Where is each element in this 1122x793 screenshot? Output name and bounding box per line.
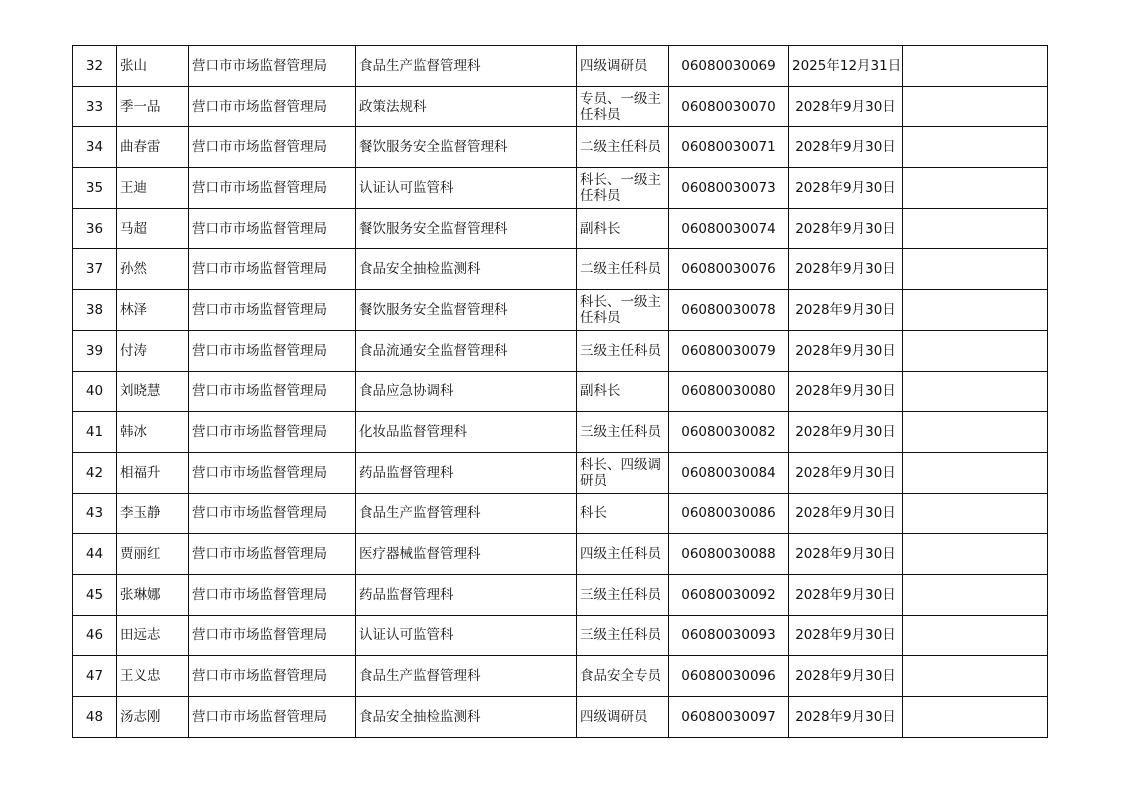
certificate-number-cell: 06080030070 xyxy=(669,86,789,127)
organization-cell: 营口市市场监督管理局 xyxy=(189,534,356,575)
position-cell: 三级主任科员 xyxy=(577,412,669,453)
row-number-cell: 34 xyxy=(73,127,117,168)
position-cell: 科长 xyxy=(577,493,669,534)
remarks-cell xyxy=(903,656,1048,697)
valid-until-cell: 2028年9月30日 xyxy=(789,493,903,534)
remarks-cell xyxy=(903,208,1048,249)
department-cell: 食品生产监督管理科 xyxy=(356,46,577,87)
department-cell: 食品流通安全监督管理科 xyxy=(356,330,577,371)
certificate-number-cell: 06080030084 xyxy=(669,452,789,493)
certificate-number-cell: 06080030069 xyxy=(669,46,789,87)
table-row xyxy=(73,534,1048,575)
organization-cell: 营口市市场监督管理局 xyxy=(189,574,356,615)
certificate-number-cell: 06080030074 xyxy=(669,208,789,249)
valid-until-cell: 2028年9月30日 xyxy=(789,452,903,493)
valid-until-cell: 2028年9月30日 xyxy=(789,697,903,738)
remarks-cell xyxy=(903,290,1048,331)
row-number-cell: 46 xyxy=(73,615,117,656)
position-cell: 三级主任科员 xyxy=(577,330,669,371)
name-cell: 曲春雷 xyxy=(117,127,189,168)
department-cell: 食品应急协调科 xyxy=(356,371,577,412)
name-cell: 相福升 xyxy=(117,452,189,493)
row-number-cell: 37 xyxy=(73,249,117,290)
certificate-number-cell: 06080030073 xyxy=(669,168,789,209)
valid-until-cell: 2028年9月30日 xyxy=(789,371,903,412)
table-row xyxy=(73,452,1048,493)
remarks-cell xyxy=(903,452,1048,493)
organization-cell: 营口市市场监督管理局 xyxy=(189,86,356,127)
name-cell: 林泽 xyxy=(117,290,189,331)
name-cell: 汤志刚 xyxy=(117,697,189,738)
organization-cell: 营口市市场监督管理局 xyxy=(189,249,356,290)
department-cell: 食品安全抽检监测科 xyxy=(356,697,577,738)
remarks-cell xyxy=(903,412,1048,453)
valid-until-cell: 2028年9月30日 xyxy=(789,86,903,127)
table-row xyxy=(73,46,1048,87)
certificate-number-cell: 06080030086 xyxy=(669,493,789,534)
remarks-cell xyxy=(903,371,1048,412)
remarks-cell xyxy=(903,168,1048,209)
remarks-cell xyxy=(903,493,1048,534)
certificate-number-cell: 06080030088 xyxy=(669,534,789,575)
valid-until-cell: 2025年12月31日 xyxy=(789,46,903,87)
name-cell: 贾丽红 xyxy=(117,534,189,575)
position-cell: 副科长 xyxy=(577,208,669,249)
name-cell: 张山 xyxy=(117,46,189,87)
valid-until-cell: 2028年9月30日 xyxy=(789,290,903,331)
remarks-cell xyxy=(903,697,1048,738)
position-cell: 四级调研员 xyxy=(577,697,669,738)
certificate-number-cell: 06080030071 xyxy=(669,127,789,168)
organization-cell: 营口市市场监督管理局 xyxy=(189,697,356,738)
table-row xyxy=(73,371,1048,412)
organization-cell: 营口市市场监督管理局 xyxy=(189,208,356,249)
remarks-cell xyxy=(903,615,1048,656)
row-number-cell: 44 xyxy=(73,534,117,575)
table-row xyxy=(73,697,1048,738)
certificate-number-cell: 06080030076 xyxy=(669,249,789,290)
table-row xyxy=(73,168,1048,209)
organization-cell: 营口市市场监督管理局 xyxy=(189,330,356,371)
table-row xyxy=(73,290,1048,331)
table-row xyxy=(73,330,1048,371)
row-number-cell: 36 xyxy=(73,208,117,249)
name-cell: 季一品 xyxy=(117,86,189,127)
valid-until-cell: 2028年9月30日 xyxy=(789,127,903,168)
certificate-number-cell: 06080030078 xyxy=(669,290,789,331)
department-cell: 医疗器械监督管理科 xyxy=(356,534,577,575)
valid-until-cell: 2028年9月30日 xyxy=(789,656,903,697)
department-cell: 药品监督管理科 xyxy=(356,574,577,615)
department-cell: 政策法规科 xyxy=(356,86,577,127)
organization-cell: 营口市市场监督管理局 xyxy=(189,371,356,412)
table-row xyxy=(73,412,1048,453)
name-cell: 孙然 xyxy=(117,249,189,290)
organization-cell: 营口市市场监督管理局 xyxy=(189,168,356,209)
remarks-cell xyxy=(903,249,1048,290)
name-cell: 张琳娜 xyxy=(117,574,189,615)
personnel-table xyxy=(72,45,1048,738)
remarks-cell xyxy=(903,574,1048,615)
row-number-cell: 47 xyxy=(73,656,117,697)
row-number-cell: 48 xyxy=(73,697,117,738)
valid-until-cell: 2028年9月30日 xyxy=(789,208,903,249)
organization-cell: 营口市市场监督管理局 xyxy=(189,452,356,493)
department-cell: 化妆品监督管理科 xyxy=(356,412,577,453)
position-cell: 二级主任科员 xyxy=(577,249,669,290)
position-cell: 副科长 xyxy=(577,371,669,412)
certificate-number-cell: 06080030080 xyxy=(669,371,789,412)
valid-until-cell: 2028年9月30日 xyxy=(789,534,903,575)
table-row xyxy=(73,656,1048,697)
remarks-cell xyxy=(903,330,1048,371)
position-cell: 专员、一级主任科员 xyxy=(577,86,669,127)
table-row xyxy=(73,615,1048,656)
position-cell: 二级主任科员 xyxy=(577,127,669,168)
name-cell: 付涛 xyxy=(117,330,189,371)
name-cell: 李玉静 xyxy=(117,493,189,534)
row-number-cell: 40 xyxy=(73,371,117,412)
valid-until-cell: 2028年9月30日 xyxy=(789,574,903,615)
name-cell: 马超 xyxy=(117,208,189,249)
table-row xyxy=(73,208,1048,249)
department-cell: 食品生产监督管理科 xyxy=(356,656,577,697)
certificate-number-cell: 06080030079 xyxy=(669,330,789,371)
organization-cell: 营口市市场监督管理局 xyxy=(189,656,356,697)
department-cell: 餐饮服务安全监督管理科 xyxy=(356,290,577,331)
organization-cell: 营口市市场监督管理局 xyxy=(189,493,356,534)
organization-cell: 营口市市场监督管理局 xyxy=(189,46,356,87)
position-cell: 四级调研员 xyxy=(577,46,669,87)
row-number-cell: 38 xyxy=(73,290,117,331)
organization-cell: 营口市市场监督管理局 xyxy=(189,412,356,453)
department-cell: 食品安全抽检监测科 xyxy=(356,249,577,290)
position-cell: 三级主任科员 xyxy=(577,615,669,656)
name-cell: 刘晓慧 xyxy=(117,371,189,412)
department-cell: 食品生产监督管理科 xyxy=(356,493,577,534)
certificate-number-cell: 06080030097 xyxy=(669,697,789,738)
name-cell: 王迪 xyxy=(117,168,189,209)
table-row xyxy=(73,127,1048,168)
certificate-number-cell: 06080030082 xyxy=(669,412,789,453)
certificate-number-cell: 06080030093 xyxy=(669,615,789,656)
department-cell: 认证认可监管科 xyxy=(356,615,577,656)
remarks-cell xyxy=(903,127,1048,168)
position-cell: 科长、一级主任科员 xyxy=(577,290,669,331)
table-row xyxy=(73,493,1048,534)
row-number-cell: 45 xyxy=(73,574,117,615)
row-number-cell: 33 xyxy=(73,86,117,127)
row-number-cell: 41 xyxy=(73,412,117,453)
certificate-number-cell: 06080030096 xyxy=(669,656,789,697)
position-cell: 四级主任科员 xyxy=(577,534,669,575)
department-cell: 餐饮服务安全监督管理科 xyxy=(356,208,577,249)
valid-until-cell: 2028年9月30日 xyxy=(789,168,903,209)
name-cell: 王义忠 xyxy=(117,656,189,697)
table-row xyxy=(73,574,1048,615)
valid-until-cell: 2028年9月30日 xyxy=(789,330,903,371)
organization-cell: 营口市市场监督管理局 xyxy=(189,290,356,331)
valid-until-cell: 2028年9月30日 xyxy=(789,412,903,453)
valid-until-cell: 2028年9月30日 xyxy=(789,249,903,290)
remarks-cell xyxy=(903,86,1048,127)
row-number-cell: 39 xyxy=(73,330,117,371)
row-number-cell: 35 xyxy=(73,168,117,209)
name-cell: 韩冰 xyxy=(117,412,189,453)
row-number-cell: 32 xyxy=(73,46,117,87)
remarks-cell xyxy=(903,534,1048,575)
table-body xyxy=(73,46,1048,738)
position-cell: 科长、四级调研员 xyxy=(577,452,669,493)
department-cell: 认证认可监管科 xyxy=(356,168,577,209)
table-row xyxy=(73,86,1048,127)
table-row xyxy=(73,249,1048,290)
department-cell: 药品监督管理科 xyxy=(356,452,577,493)
position-cell: 科长、一级主任科员 xyxy=(577,168,669,209)
organization-cell: 营口市市场监督管理局 xyxy=(189,615,356,656)
valid-until-cell: 2028年9月30日 xyxy=(789,615,903,656)
name-cell: 田远志 xyxy=(117,615,189,656)
remarks-cell xyxy=(903,46,1048,87)
row-number-cell: 42 xyxy=(73,452,117,493)
department-cell: 餐饮服务安全监督管理科 xyxy=(356,127,577,168)
certificate-number-cell: 06080030092 xyxy=(669,574,789,615)
position-cell: 三级主任科员 xyxy=(577,574,669,615)
position-cell: 食品安全专员 xyxy=(577,656,669,697)
row-number-cell: 43 xyxy=(73,493,117,534)
organization-cell: 营口市市场监督管理局 xyxy=(189,127,356,168)
